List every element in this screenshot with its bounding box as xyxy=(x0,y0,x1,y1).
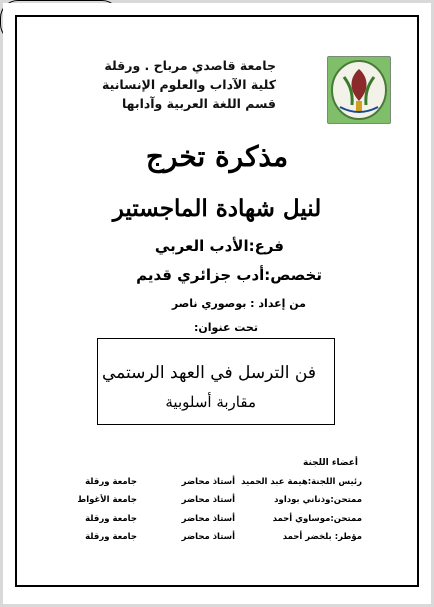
under-title-label: تحت عنوان: xyxy=(194,321,258,334)
jury-member-rank: أستاذ محاضر xyxy=(181,532,235,542)
jury-member-university: جامعة ورقلة xyxy=(85,514,137,524)
department-name: قسم اللغة العربية وآدابها xyxy=(121,96,276,111)
jury-heading: أعضاء اللجنة xyxy=(303,458,358,468)
university-name: جامعة قاصدي مرباح . ورقلة xyxy=(104,58,276,73)
jury-member-name: ممتحن:وذناني بوداود xyxy=(274,495,362,505)
degree-title: لنيل شهادة الماجستير xyxy=(112,195,322,222)
jury-member-university: جامعة ورقلة xyxy=(85,532,137,542)
prepared-by: من إعداد : بوصوري ناصر xyxy=(171,297,306,310)
jury-member-name: مؤطر: بلخضر أحمد xyxy=(282,532,362,542)
jury-member-name: ممتحن:موساوي أحمد xyxy=(272,514,362,524)
specialty-label: تخصص:أدب جزائري قديم xyxy=(136,266,322,284)
jury-member-name: رئيس اللجنة:هيمة عبد الحميد xyxy=(241,477,362,487)
jury-member-university: جامعة الأغواط xyxy=(77,495,137,505)
thesis-subtitle: مقاربة أسلوبية xyxy=(165,393,256,411)
university-logo xyxy=(327,56,391,124)
university-logo-icon xyxy=(328,57,390,123)
thesis-title: فن الترسل في العهد الرستمي xyxy=(101,363,316,383)
jury-member-rank: أستاذ محاضر xyxy=(181,495,235,505)
university-header xyxy=(102,56,276,113)
branch-label: فرع:الأدب العربي xyxy=(154,237,284,255)
jury-member-rank: أستاذ محاضر xyxy=(181,477,235,487)
document-title: مذكرة تخرج xyxy=(145,140,289,173)
jury-member-rank: أستاذ محاضر xyxy=(181,514,235,524)
faculty-name: كلية الآداب والعلوم الإنسانية xyxy=(102,77,276,92)
jury-member-university: جامعة ورقلة xyxy=(85,477,137,487)
